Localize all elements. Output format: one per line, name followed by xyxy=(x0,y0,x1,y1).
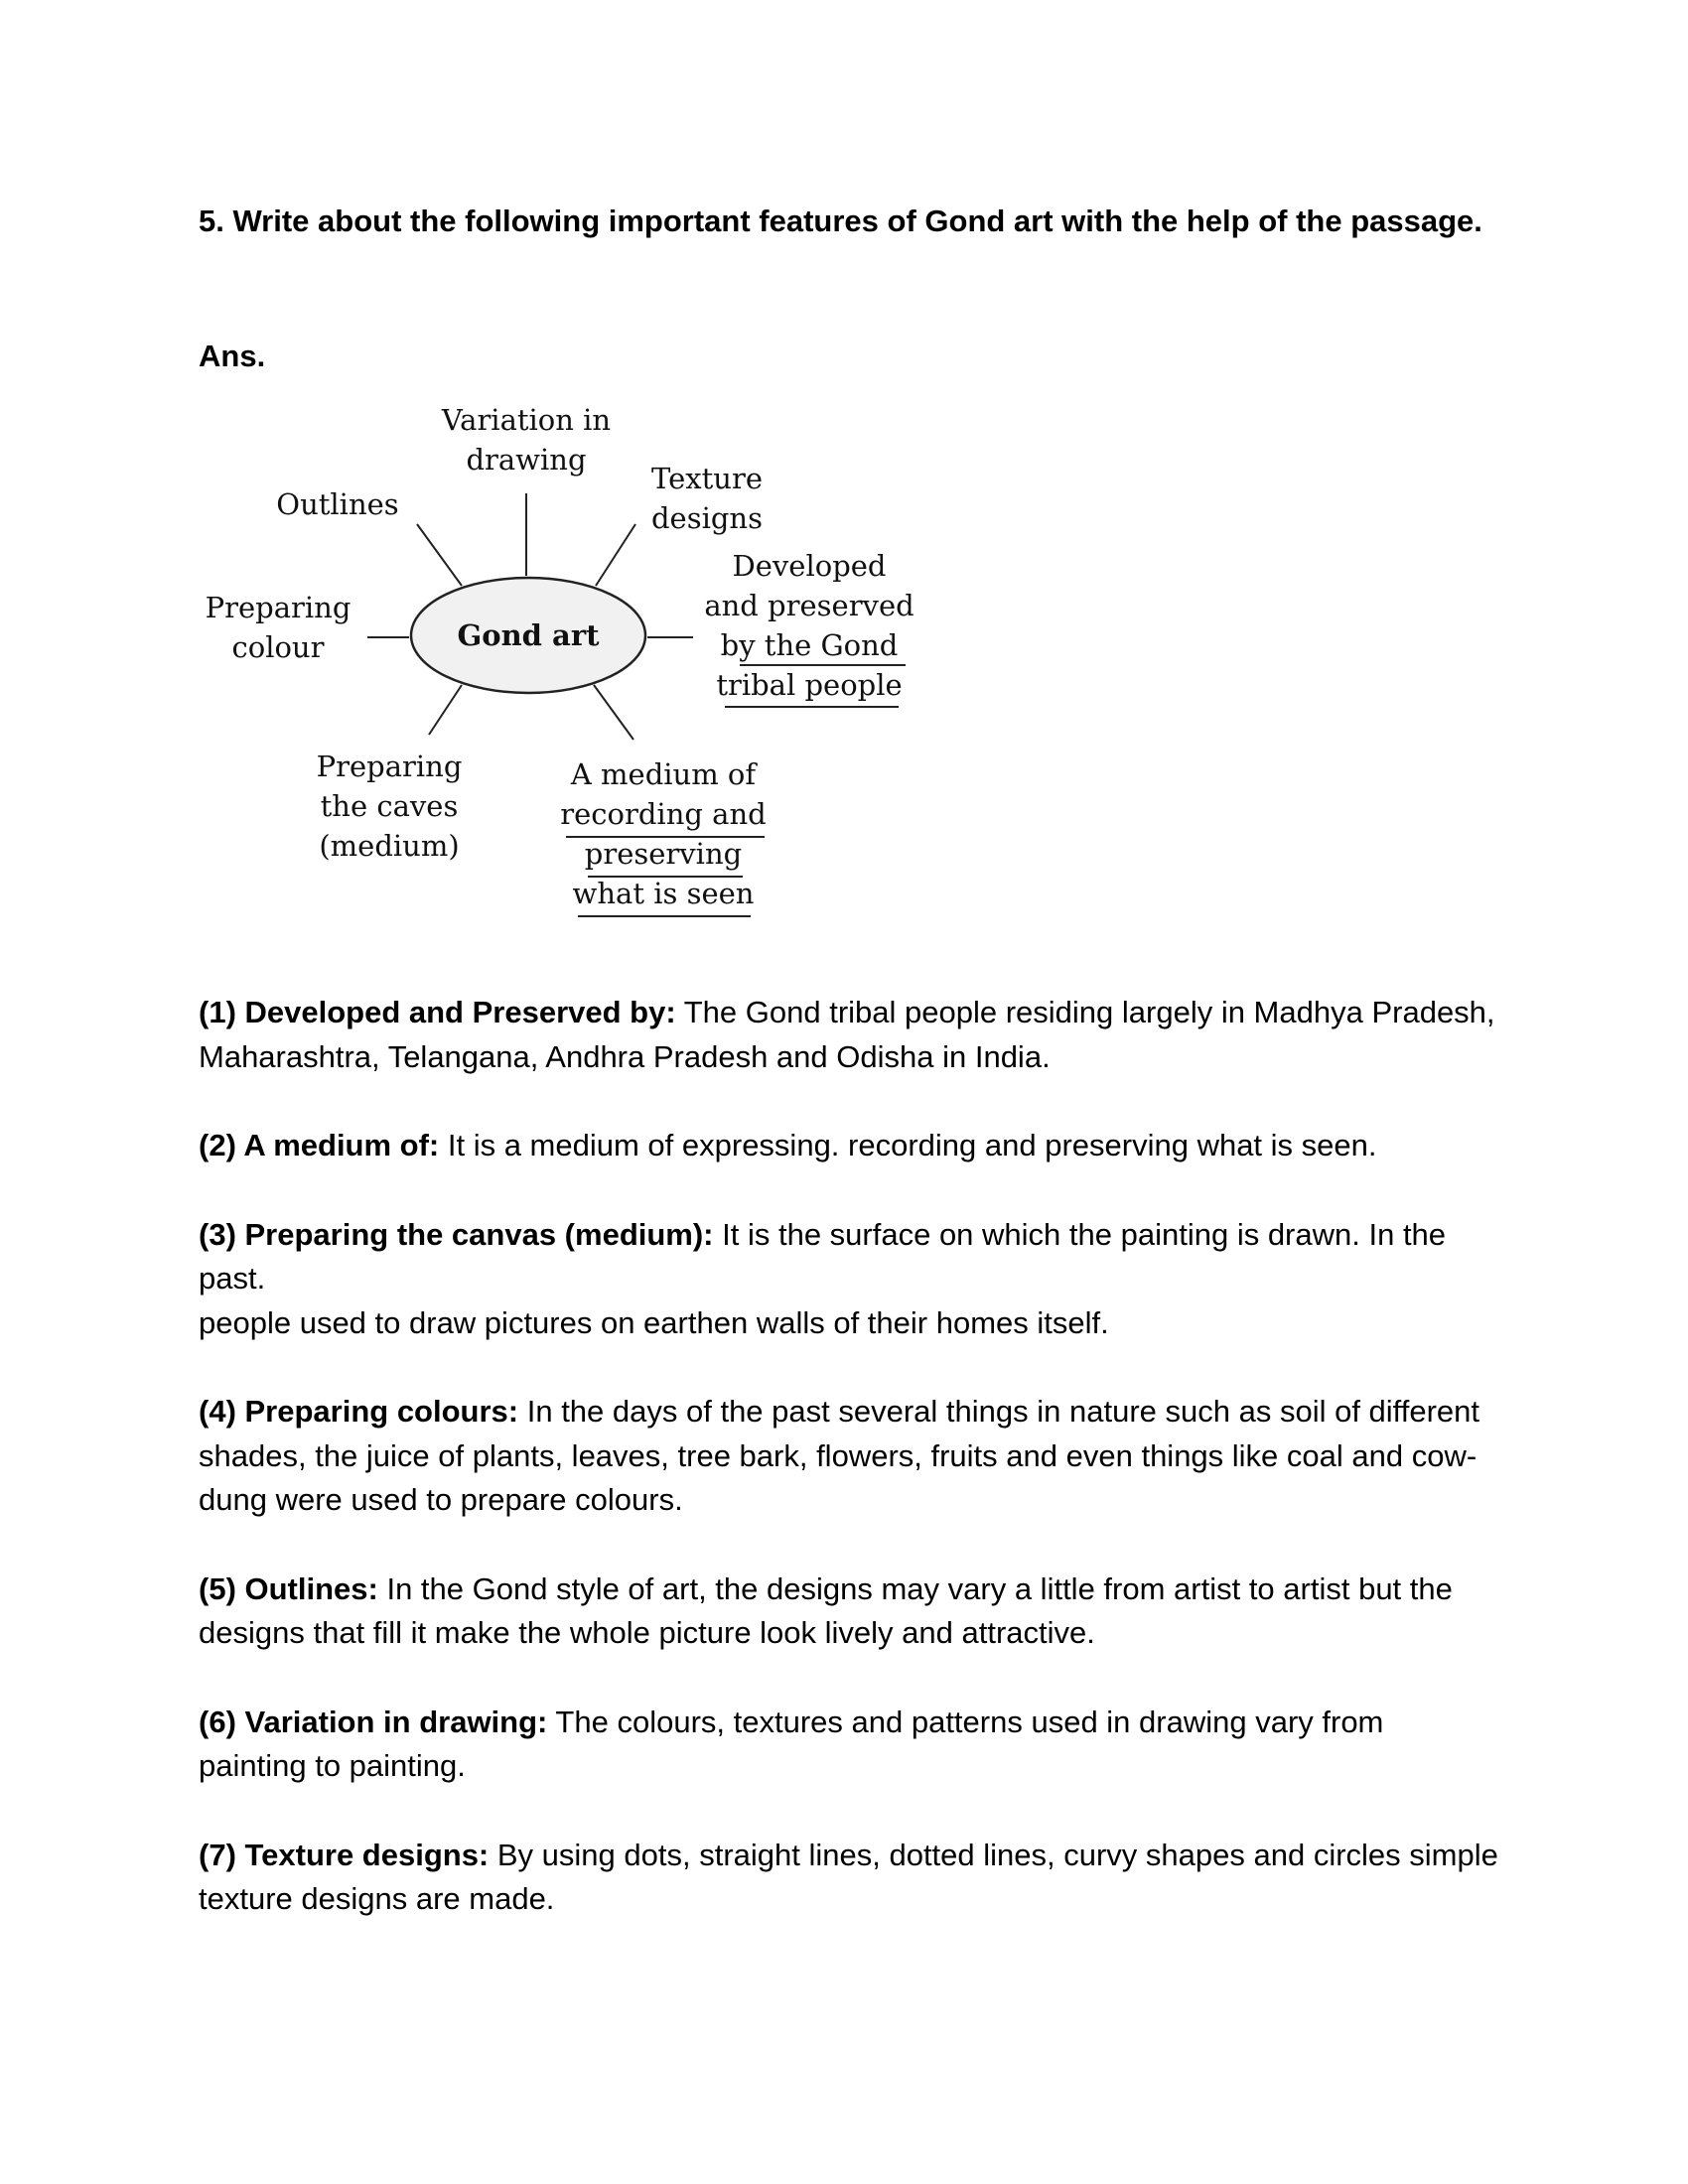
answer-label: Ans. xyxy=(199,339,266,373)
node-line: preserving xyxy=(584,837,743,871)
node-line: Outlines xyxy=(276,487,399,521)
answer-item xyxy=(199,1568,1499,1656)
node-line: by the Gond xyxy=(720,628,899,662)
node-line: colour xyxy=(231,630,325,664)
answer-item xyxy=(199,1213,1499,1346)
node-line: A medium of xyxy=(570,757,757,791)
answer-text: In the days of the past several things in nature such as soil of different shades, the juice of plants, leaves, tree bark, flowers, fruits and even things like coal and cow-dung were used to prepare colours. xyxy=(199,1394,1479,1517)
answer-text: The Gond tribal people residing largely in Madhya Pradesh, Maharashtra, Telangana, Andhra Pradesh and Odisha in India. xyxy=(199,995,1495,1074)
node-texture-designs xyxy=(651,462,763,535)
center-label: Gond art xyxy=(457,618,600,652)
node-line: Preparing xyxy=(205,591,352,624)
node-line: Variation in xyxy=(441,403,612,437)
answer-text: It is a medium of expressing. recording and preserving what is seen. xyxy=(439,1128,1377,1162)
node-a-medium-of xyxy=(560,757,766,916)
answer-text: It is the surface on which the painting is drawn. In the past. xyxy=(199,1216,1447,1296)
node-outlines xyxy=(276,487,398,521)
line-texture xyxy=(596,524,635,586)
node-line: the caves xyxy=(320,789,459,823)
answer-text-continued: people used to draw pictures on earthen walls of their homes itself. xyxy=(199,1304,1109,1340)
node-preparing-colour xyxy=(206,591,352,664)
node-preparing-the-caves xyxy=(317,750,463,863)
answer-label: (6) Variation in drawing: xyxy=(199,1704,548,1739)
question-heading: 5. Write about the following important features of Gond art with the help of the passage. xyxy=(199,204,1482,238)
answer-item xyxy=(199,1834,1499,1922)
answer-item xyxy=(199,1124,1499,1168)
answer-text: In the Gond style of art, the designs may vary a little from artist to artist but the designs that fill it make the whole picture look lively and attractive. xyxy=(199,1570,1453,1650)
line-outlines xyxy=(417,524,462,586)
gond-art-diagram xyxy=(199,397,953,953)
node-line: Texture xyxy=(651,462,763,495)
node-line: tribal people xyxy=(716,668,903,702)
answer-label: (1) Developed and Preserved by: xyxy=(199,995,676,1029)
answer-label: (3) Preparing the canvas (medium): xyxy=(199,1216,714,1252)
node-line: Preparing xyxy=(316,750,463,783)
answer-label: (5) Outlines: xyxy=(199,1570,378,1606)
node-line: Developed xyxy=(732,549,887,583)
node-line: what is seen xyxy=(572,877,755,910)
answer-label: (4) Preparing colours: xyxy=(199,1394,519,1429)
node-line: recording and xyxy=(560,797,767,831)
node-line: (medium) xyxy=(319,829,460,863)
answer-item xyxy=(199,991,1499,1079)
node-variation-in-drawing xyxy=(441,403,611,477)
answer-item xyxy=(199,1390,1499,1523)
answer-label: (7) Texture designs: xyxy=(199,1837,490,1872)
line-preparing-caves xyxy=(429,685,462,735)
answer-text: By using dots, straight lines, dotted lines, curvy shapes and circles simple texture designs are made. xyxy=(199,1837,1498,1916)
node-line: designs xyxy=(650,501,764,535)
node-developed-and-preserved xyxy=(704,549,914,707)
line-medium xyxy=(594,685,633,740)
answer-label: (2) A medium of: xyxy=(199,1128,440,1162)
answer-text: The colours, textures and patterns used in drawing vary from painting to painting. xyxy=(199,1704,1384,1783)
answers-list xyxy=(199,991,1499,1967)
node-line: drawing xyxy=(466,443,587,477)
node-line: and preserved xyxy=(704,589,914,622)
answer-item xyxy=(199,1701,1499,1789)
